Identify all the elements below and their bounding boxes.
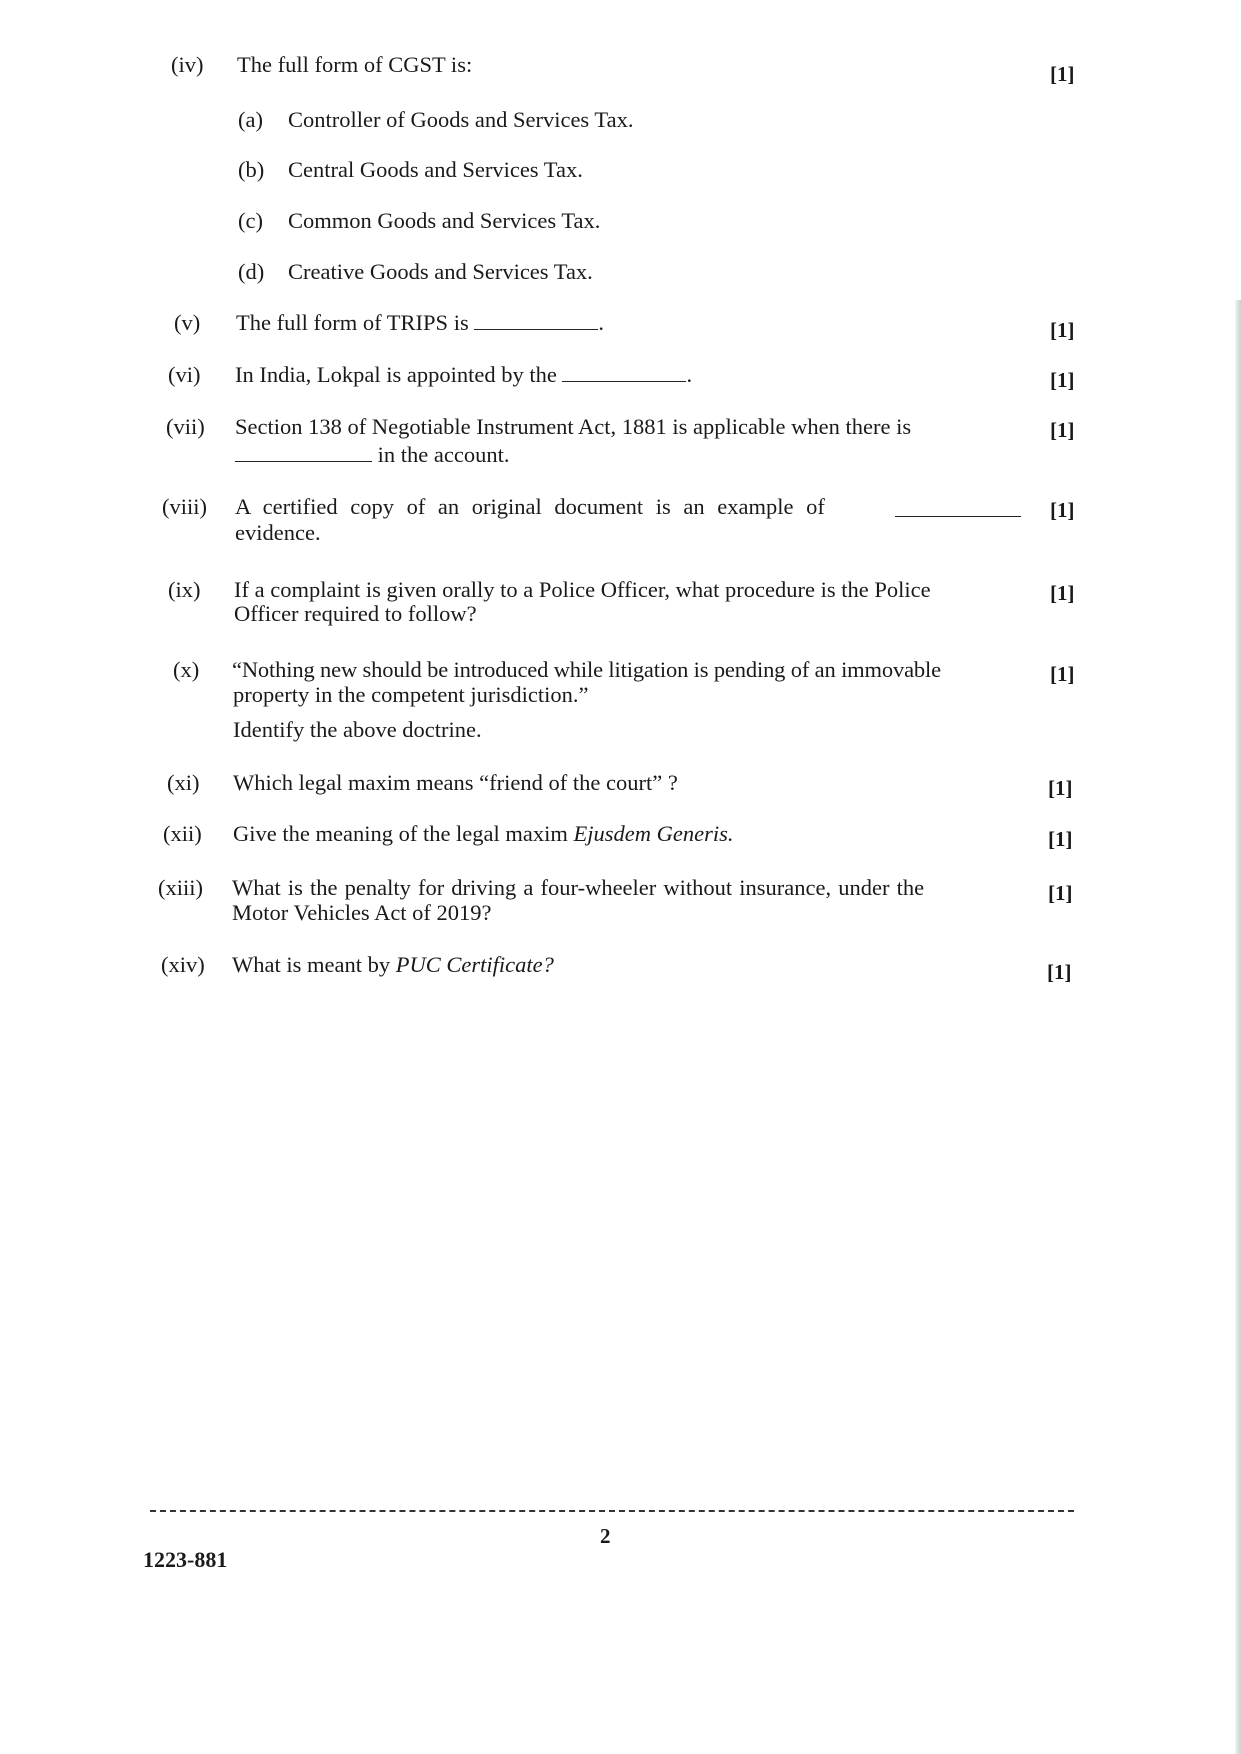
page-number: 2 [600,1524,611,1548]
question-number: (viii) [162,494,207,519]
footer-dashed-rule [150,1510,1074,1512]
question-number: (xiii) [158,875,203,900]
question-marks: [1] [1048,881,1073,905]
question-text-line-2: Officer required to follow? [234,601,477,626]
question-text-line-2: Motor Vehicles Act of 2019? [232,900,492,925]
question-number: (xi) [167,770,200,795]
question-text: The full form of CGST is: [237,52,473,77]
option-label: (c) [238,208,263,233]
question-text-line-2: property in the competent jurisdiction.” [233,682,589,707]
question-marks: [1] [1050,418,1075,442]
question-marks: [1] [1050,662,1075,686]
question-marks: [1] [1050,318,1075,342]
question-text: Give the meaning of the legal maxim Ejusdem Generis. [233,821,734,846]
term: PUC Certificate? [395,952,554,977]
option-text: Central Goods and Services Tax. [288,157,583,182]
question-text-line-1: “Nothing new should be introduced while litigation is pending of an immovable [232,657,941,682]
option-label: (b) [238,157,265,182]
answer-blank [895,498,1021,517]
question-text: The full form of TRIPS is . [236,310,604,335]
question-number: (xiv) [161,952,205,977]
question-text-line-1: Section 138 of Negotiable Instrument Act, 1881 is applicable when there is [235,414,912,439]
answer-blank [562,363,686,382]
legal-maxim: Ejusdem Generis. [573,821,734,846]
question-text-line-1: What is the penalty for driving a four-wheeler without insurance, under the [232,875,925,900]
answer-blank [474,311,598,330]
question-number: (vi) [168,362,201,387]
option-label: (d) [238,259,265,284]
question-marks: [1] [1048,776,1073,800]
question-number: (iv) [171,52,204,77]
question-marks: [1] [1050,62,1075,86]
question-number: (vii) [166,414,205,439]
question-number: (v) [174,310,201,335]
question-text-line-2: evidence. [235,520,321,545]
option-label: (a) [238,107,263,132]
question-text: What is meant by PUC Certificate? [232,952,554,977]
question-text-line-3: Identify the above doctrine. [233,717,482,742]
question-number: (x) [173,657,200,682]
question-marks: [1] [1048,827,1073,851]
option-text: Creative Goods and Services Tax. [288,259,593,284]
question-number: (xii) [163,821,202,846]
question-number: (ix) [168,577,201,602]
scan-edge-shadow [1235,300,1241,1754]
option-text: Controller of Goods and Services Tax. [288,107,634,132]
question-text: Which legal maxim means “friend of the court” ? [233,770,678,795]
question-marks: [1] [1050,498,1075,522]
question-text-line-2: in the account. [235,442,1024,467]
question-text: In India, Lokpal is appointed by the . [235,362,693,387]
question-text-line-1: If a complaint is given orally to a Police Officer, what procedure is the Police [234,577,931,602]
option-text: Common Goods and Services Tax. [288,208,601,233]
question-marks: [1] [1047,960,1072,984]
question-marks: [1] [1050,368,1075,392]
question-marks: [1] [1050,581,1075,605]
paper-code: 1223-881 [143,1547,228,1572]
question-text-line-1: A certified copy of an original document is an example of [235,494,825,519]
answer-blank [235,443,372,462]
